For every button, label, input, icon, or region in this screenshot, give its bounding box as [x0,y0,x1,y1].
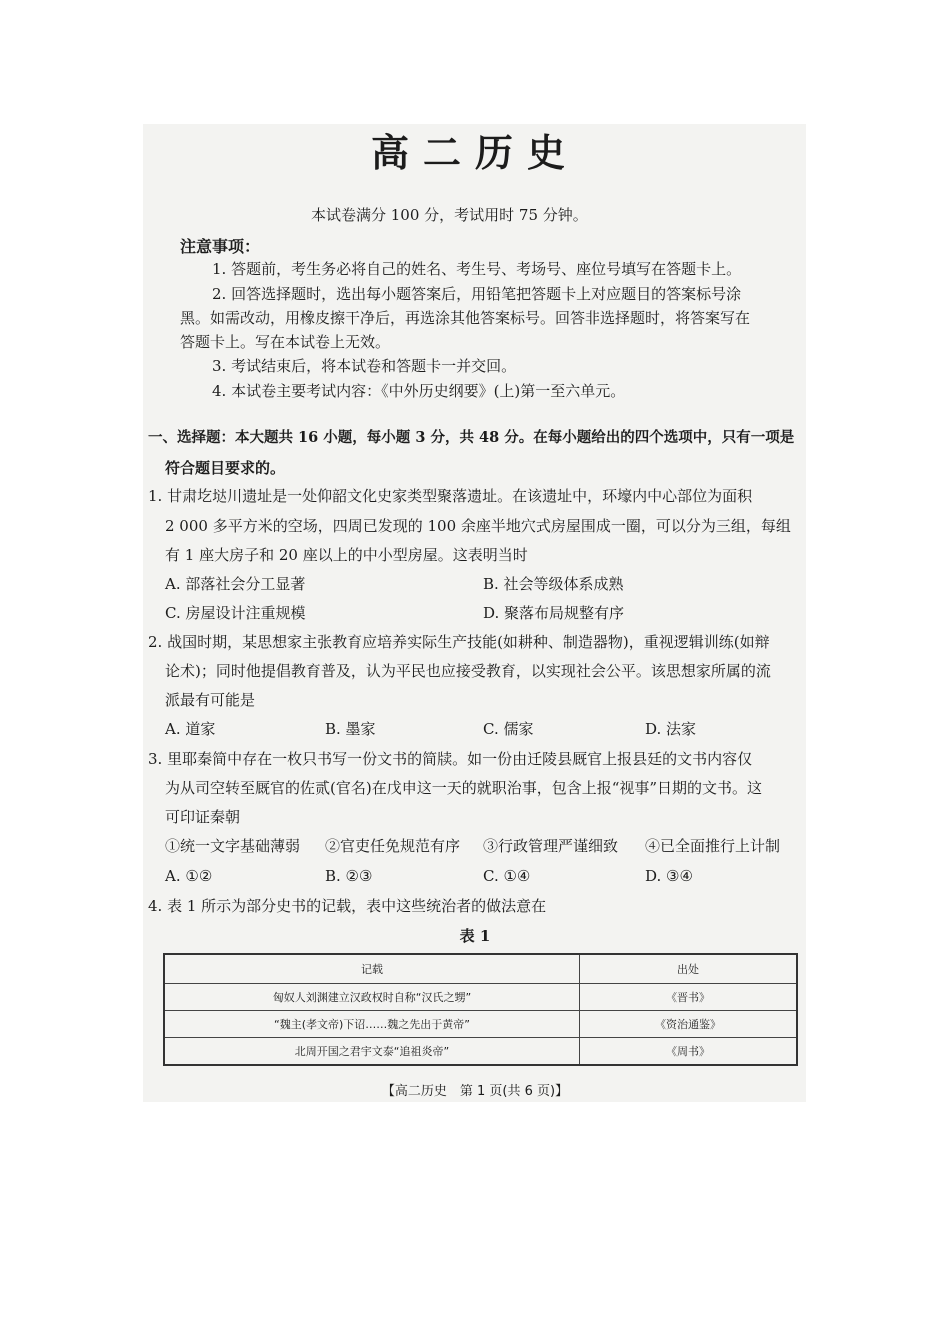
q1-option-c: C. 房屋设计注重规模 [165,604,306,622]
header-source: 出处 [580,954,798,984]
section-heading-cont: 符合题目要求的。 [165,459,286,477]
notice-line-3: 黑。如需改动，用橡皮擦干净后，再选涂其他答案标号。回答非选择题时，将答案写在 [180,309,751,327]
q1-option-d: D. 聚落布局规整有序 [483,604,625,622]
q1-option-a: A. 部落社会分工显著 [165,575,306,593]
q3-option-b: B. ②③ [325,867,373,885]
table-row [164,984,797,1011]
q3-option-a: A. ①② [165,867,213,885]
q2-stem-1: 2. 战国时期，某思想家主张教育应培养实际生产技能(如耕种、制造器物)，重视逻辑训练(如辩 [148,633,770,651]
q2-stem-2: 论术)；同时他提倡教育普及，认为平民也应接受教育，以实现社会公平。该思想家所属的流 [165,662,771,680]
table-header-row [164,954,797,984]
q3-statement-4: ④已全面推行上计制 [645,837,781,855]
q3-statement-1: ①统一文字基础薄弱 [165,837,301,855]
q1-stem-3: 有 1 座大房子和 20 座以上的中小型房屋。这表明当时 [165,546,528,564]
record-cell: 北周开国之君宇文泰“追祖炎帝” [164,1038,580,1066]
notice-line-2: 2. 回答选择题时，选出每小题答案后，用铅笔把答题卡上对应题目的答案标号涂 [212,285,742,303]
notice-line-6: 4. 本试卷主要考试内容：《中外历史纲要》(上)第一至六单元。 [212,382,626,400]
q4-stem: 4. 表 1 所示为部分史书的记载，表中这些统治者的做法意在 [148,897,547,915]
q3-statement-2: ②官吏任免规范有序 [325,837,461,855]
source-cell: 《晋书》 [580,984,798,1011]
q2-stem-3: 派最有可能是 [165,691,256,709]
section-heading: 一、选择题：本大题共 16 小题，每小题 3 分，共 48 分。在每小题给出的四个选项中，只有一项是 [148,429,795,446]
q2-option-a: A. 道家 [165,720,216,738]
history-records-table [163,953,798,1066]
q3-stem-3: 可印证秦朝 [165,808,241,826]
q2-option-d: D. 法家 [645,720,697,738]
table-caption: 表 1 [459,927,491,945]
header-record: 记载 [164,954,580,984]
page-footer: 【高二历史 第 1 页(共 6 页)】 [381,1084,569,1099]
exam-intro: 本试卷满分 100 分，考试用时 75 分钟。 [311,206,588,224]
record-cell: 匈奴人刘渊建立汉政权时自称“汉氏之甥” [164,984,580,1011]
notice-heading: 注意事项： [180,237,261,256]
q1-stem-2: 2 000 多平方米的空场，四周已发现的 100 余座半地穴式房屋围成一圈，可以分为三组，每组 [165,517,791,535]
notice-line-5: 3. 考试结束后，将本试卷和答题卡一并交回。 [212,357,517,375]
q1-stem-1: 1. 甘肃圪垯川遗址是一处仰韶文化史家类型聚落遗址。在该遗址中，环壕内中心部位为面积 [148,487,753,505]
q3-stem-2: 为从司空转至厩官的佐贰(官名)在戊申这一天的就职治事，包含上报“视事”日期的文书。这 [165,779,763,797]
q3-option-d: D. ③④ [645,867,693,885]
q3-stem-1: 3. 里耶秦简中存在一枚只书写一份文书的简牍。如一份由迁陵县厩官上报县廷的文书内容仅 [148,750,753,768]
q3-option-c: C. ①④ [483,867,531,885]
q2-option-b: B. 墨家 [325,720,376,738]
table-row [164,1038,797,1066]
page-title: 高二历史 [370,130,579,175]
source-cell: 《资治通鉴》 [580,1011,798,1038]
q3-statement-3: ③行政管理严谨细致 [483,837,619,855]
source-cell: 《周书》 [580,1038,798,1066]
q2-option-c: C. 儒家 [483,720,534,738]
record-cell: “魏主(孝文帝)下诏……魏之先出于黄帝” [164,1011,580,1038]
notice-line-1: 1. 答题前，考生务必将自己的姓名、考生号、考场号、座位号填写在答题卡上。 [212,260,742,278]
q1-option-b: B. 社会等级体系成熟 [483,575,624,593]
table-row [164,1011,797,1038]
notice-line-4: 答题卡上。写在本试卷上无效。 [180,333,391,351]
